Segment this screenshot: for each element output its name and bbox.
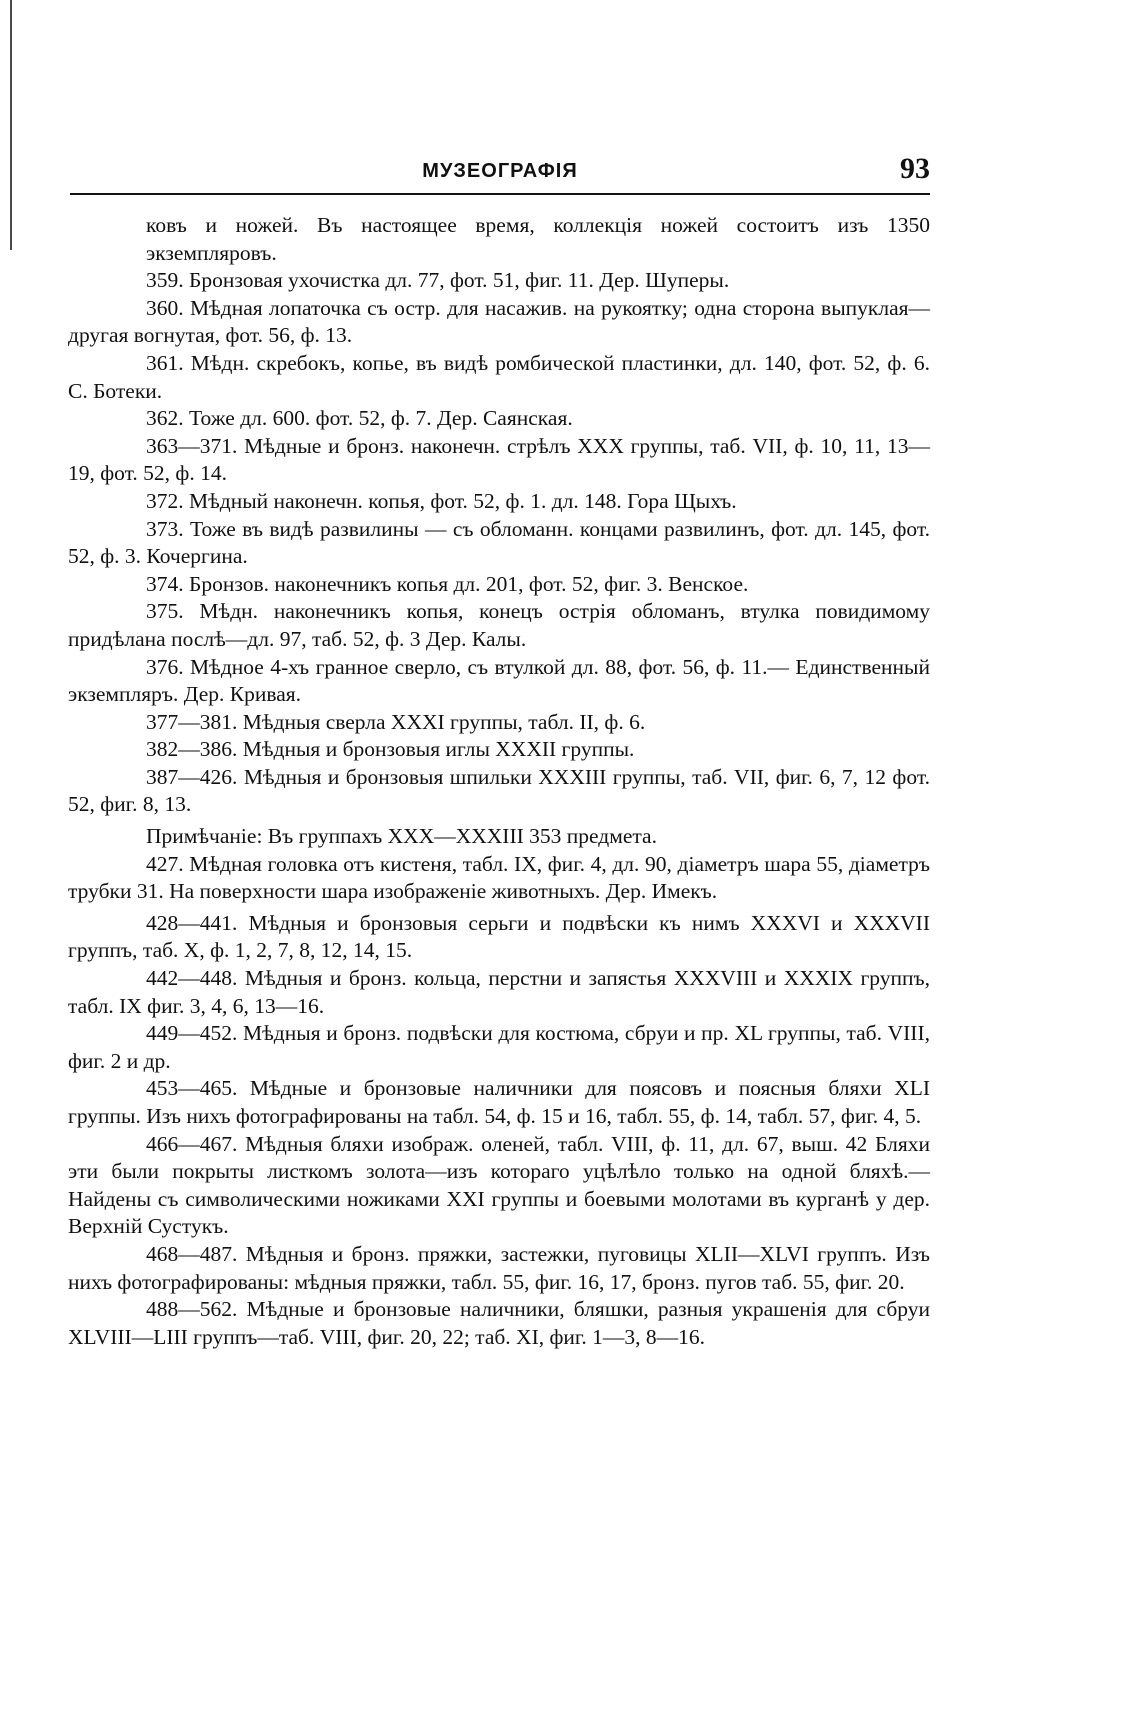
paragraph: 377—381. Мѣдныя сверла XXXI группы, табл. II, ф. 6. [146,709,646,734]
paragraph: 382—386. Мѣдныя и бронзовыя иглы XXXII группы. [146,737,635,762]
header-rule [70,193,930,195]
paragraph: 362. Тоже дл. 600. фот. 52, ф. 7. Дер. Саянская. [146,406,573,431]
paragraph: 488—562. Мѣдные и бронзовые наличники, бляшки, разныя украшенія для сбруи XLVIII—LIII группъ—таб. VIII, фиг. 20, 22; таб. XI, фиг. 1—3, 8—16. [68,1297,930,1349]
paragraph: 363—371. Мѣдные и бронз. наконечн. стрѣлъ XXX группы, таб. VII, ф. 10, 11, 13—19, фот. 52, ф. 14. [68,433,930,486]
paragraph: 360. Мѣдная лопаточка съ остр. для насажив. на рукоятку; одна сторона выпуклая—другая вогнутая, фот. 56, ф. 13. [68,295,930,348]
scan-edge-shadow [10,0,12,250]
paragraph: 442—448. Мѣдныя и бронз. кольца, перстни и запястья XXXVIII и XXXIX группъ, табл. IX фиг. 3, 4, 6, 13—16. [68,966,930,1018]
paragraph: 359. Бронзовая ухочистка дл. 77, фот. 51, фиг. 11. Дер. Шуперы. [146,268,730,293]
paragraph: 372. Мѣдный наконечн. копья, фот. 52, ф. 1. дл. 148. Гора Щыхъ. [146,488,737,513]
paragraph: 373. Тоже въ видѣ развилины — съ обломанн. концами развилинъ, фот. дл. 145, фот. 52, ф. 3. Кочергина. [68,516,930,569]
paragraph: 468—487. Мѣдныя и бронз. пряжки, застежки, пуговицы XLII—XLVI группъ. Изъ нихъ фотографированы: мѣдныя пряжки, табл. 55, фиг. 16, 17, бронз. пугов таб. 55, фиг. 20. [68,1241,930,1294]
paragraph: 453—465. Мѣдные и бронзовые наличники для поясовъ и поясныя бляхи XLI группы. Изъ нихъ фотографированы на табл. 54, ф. 15 и 16, табл. 55, ф. 14, табл. 57, фиг. 4, 5. [68,1076,930,1128]
paragraph: 387—426. Мѣдныя и бронзовыя шпильки XXXIII группы, таб. VII, фиг. 6, 7, 12 фот. 52, фиг. 8, 13. [68,764,930,817]
note-paragraph: Примѣчаніе: Въ группахъ XXX—XXXIII 353 предмета. [146,824,657,849]
paragraph: 376. Мѣдное 4-хъ гранное сверло, съ втулкой дл. 88, фот. 56, ф. 11.— Единственный экземпляръ. Дер. Кривая. [68,654,930,707]
paragraph: ковъ и ножей. Въ настоящее время, коллекція ножей состоитъ изъ 1350 экземпляровъ. [146,213,930,265]
paragraph: 374. Бронзов. наконечникъ копья дл. 201, фот. 52, фиг. 3. Венское. [146,571,749,596]
running-title: МУЗЕОГРАФІЯ [422,160,578,182]
running-head [70,152,930,192]
paragraph: 361. Мѣдн. скребокъ, копье, въ видѣ ромбической пластинки, дл. 140, фот. 52, ф. 6. С. Ботеки. [68,350,930,403]
paragraph: 428—441. Мѣдныя и бронзовыя серьги и подвѣски къ нимъ XXXVI и XXXVII группъ, таб. X, ф. 1, 2, 7, 8, 12, 14, 15. [68,910,930,963]
page-number: 93 [900,152,930,185]
paragraph: 466—467. Мѣдныя бляхи изображ. оленей, табл. VIII, ф. 11, дл. 67, выш. 42 Бляхи эти были покрыты листкомъ золота—изъ котораго уцѣлѣло только на одной бляхѣ.—Найдены съ символическими ножиками XXI группы и боевыми молотами въ курганѣ у дер. Верхній Сустукъ. [68,1131,930,1239]
paragraph: 427. Мѣдная головка отъ кистеня, табл. IX, фиг. 4, дл. 90, діаметръ шара 55, діаметръ трубки 31. На поверхности шара изображеніе животныхъ. Дер. Имекъ. [68,851,930,904]
body-text [68,212,930,1351]
paragraph: 375. Мѣдн. наконечникъ копья, конецъ острія обломанъ, втулка повидимому придѣлана послѣ—дл. 97, таб. 52, ф. 3 Дер. Калы. [68,599,930,651]
paragraph: 449—452. Мѣдныя и бронз. подвѣски для костюма, сбруи и пр. XL группы, таб. VIII, фиг. 2 и др. [68,1021,930,1073]
